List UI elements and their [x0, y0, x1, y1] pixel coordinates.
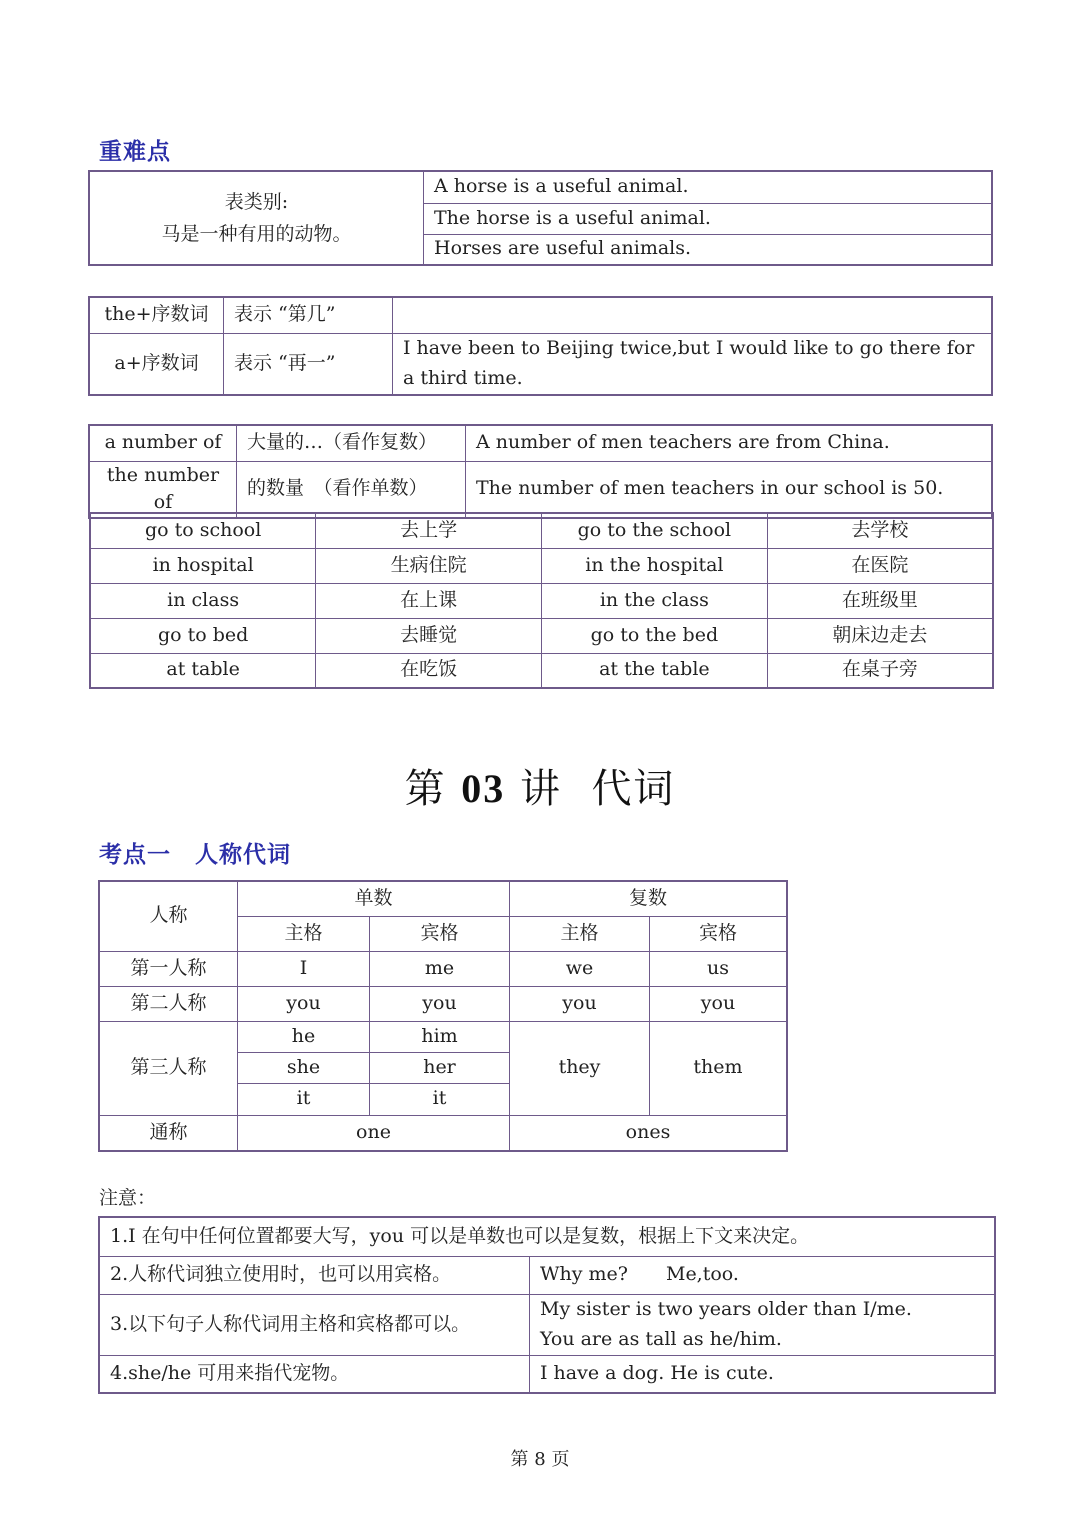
note-4: 4.she/he 可用来指代宠物。: [99, 1355, 530, 1393]
article-cell: in class: [90, 583, 316, 618]
ordinal-meaning-a: 表示 “再一”: [224, 333, 393, 395]
singular-header: 单数: [238, 881, 510, 916]
pronoun-cell: him: [370, 1021, 510, 1052]
page-number: 第 8 页: [510, 1449, 570, 1470]
person-header: 人称: [99, 881, 238, 951]
lecture-middle: 讲: [520, 766, 562, 812]
pronoun-cell: you: [510, 986, 650, 1021]
note-3-example-1: My sister is two years older than I/me.: [540, 1298, 912, 1321]
note-3: 3.以下句子人称代词用主格和宾格都可以。: [99, 1294, 530, 1355]
category-label: 表类别:: [224, 190, 289, 213]
category-translation: 马是一种有用的动物。: [161, 223, 352, 245]
second-person-label: 第二人称: [99, 986, 238, 1021]
category-example-3: Horses are useful animals.: [424, 234, 993, 265]
lecture-topic: 代词: [591, 766, 676, 812]
category-example-2: The horse is a useful animal.: [424, 203, 993, 234]
section-title-key-points: 重难点: [99, 139, 171, 165]
plural-header: 复数: [510, 881, 788, 916]
article-cell: at table: [90, 653, 316, 688]
article-cell: 在上课: [316, 583, 542, 618]
pronoun-cell: her: [370, 1052, 510, 1083]
article-cell: in the class: [542, 583, 768, 618]
article-cell: go to the school: [542, 513, 768, 548]
ordinal-table: [88, 296, 993, 396]
article-cell: at the table: [542, 653, 768, 688]
number-meaning-the: 的数量 （看作单数）: [237, 461, 466, 518]
article-cell: 生病住院: [316, 548, 542, 583]
lecture-prefix: 第: [404, 766, 447, 812]
lecture-title: [0, 757, 1080, 814]
plural-objective-header: 宾格: [650, 916, 788, 951]
notes-label: 注意：: [99, 1187, 157, 1209]
article-cell: 朝床边走去: [767, 618, 993, 653]
pronoun-cell: you: [370, 986, 510, 1021]
pronoun-cell: it: [370, 1083, 510, 1115]
category-example-1: A horse is a useful animal.: [424, 171, 993, 203]
pronoun-cell: you: [650, 986, 788, 1021]
ordinal-meaning-the: 表示 “第几”: [224, 297, 393, 333]
article-cell: 在吃饭: [316, 653, 542, 688]
category-table: [88, 170, 993, 266]
note-1: 1.I 在句中任何位置都要大写，you 可以是单数也可以是复数，根据上下文来决定。: [99, 1217, 995, 1256]
pronoun-cell: one: [238, 1115, 510, 1151]
article-cell: 去学校: [767, 513, 993, 548]
note-3-example-2: You are as tall as he/him.: [540, 1327, 782, 1350]
number-phrase-the: the number of: [89, 461, 237, 518]
article-cell: in the hospital: [542, 548, 768, 583]
article-cell: 在桌子旁: [767, 653, 993, 688]
article-cell: go to the bed: [542, 618, 768, 653]
number-meaning-a: 大量的…（看作复数）: [237, 425, 466, 461]
article-cell: go to bed: [90, 618, 316, 653]
first-person-label: 第一人称: [99, 951, 238, 986]
notes-table: [98, 1216, 996, 1394]
pronoun-cell: we: [510, 951, 650, 986]
ordinal-example-the: [393, 297, 993, 333]
pronoun-cell: it: [238, 1083, 370, 1115]
ordinal-form-the: the+序数词: [89, 297, 224, 333]
pronoun-cell: us: [650, 951, 788, 986]
ordinal-form-a: a+序数词: [89, 333, 224, 395]
note-2-example: Why me? Me,too.: [530, 1256, 996, 1294]
pronoun-table: [98, 880, 788, 1152]
pronoun-cell: ones: [510, 1115, 788, 1151]
pronoun-cell: he: [238, 1021, 370, 1052]
number-example-the: The number of men teachers in our school is 50.: [466, 461, 993, 518]
article-cell: 去睡觉: [316, 618, 542, 653]
article-cell: in hospital: [90, 548, 316, 583]
number-table: [88, 424, 993, 519]
pronoun-cell: I: [238, 951, 370, 986]
number-example-a: A number of men teachers are from China.: [466, 425, 993, 461]
article-cell: 在医院: [767, 548, 993, 583]
ordinal-example-a: I have been to Beijing twice,but I would like to go there for a third time.: [393, 333, 993, 395]
pronoun-cell: you: [238, 986, 370, 1021]
article-cell: go to school: [90, 513, 316, 548]
number-phrase-a: a number of: [89, 425, 237, 461]
pronoun-cell: they: [510, 1021, 650, 1115]
pronoun-cell: me: [370, 951, 510, 986]
plural-subjective-header: 主格: [510, 916, 650, 951]
generic-label: 通称: [99, 1115, 238, 1151]
note-3-examples: [530, 1294, 996, 1355]
article-table: [89, 512, 994, 689]
article-cell: 在班级里: [767, 583, 993, 618]
pronoun-cell: them: [650, 1021, 788, 1115]
category-left-cell: [89, 171, 424, 265]
note-2: 2.人称代词独立使用时，也可以用宾格。: [99, 1256, 530, 1294]
note-4-example: I have a dog. He is cute.: [530, 1355, 996, 1393]
pronoun-cell: she: [238, 1052, 370, 1083]
section-title-personal-pronouns: 考点一 人称代词: [99, 842, 291, 868]
third-person-label: 第三人称: [99, 1021, 238, 1115]
singular-objective-header: 宾格: [370, 916, 510, 951]
lecture-number: 03: [461, 766, 506, 811]
article-cell: 去上学: [316, 513, 542, 548]
singular-subjective-header: 主格: [238, 916, 370, 951]
